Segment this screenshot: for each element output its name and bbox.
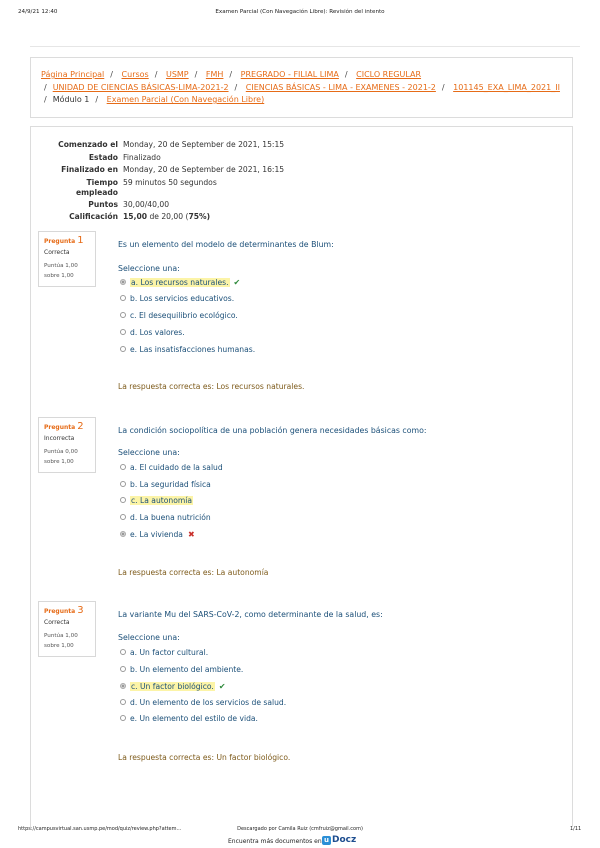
question-text-2: La condición sociopolítica de una población genera necesidades básicas como: bbox=[118, 426, 427, 435]
print-datetime: 24/9/21 12:40 bbox=[18, 9, 58, 15]
radio-button[interactable] bbox=[120, 649, 126, 655]
question-mark: Puntúa 0,00 sobre 1,00 bbox=[44, 449, 78, 465]
answer-option[interactable]: d. La buena nutrición bbox=[120, 512, 211, 523]
answer-option[interactable]: e. Un elemento del estilo de vida. bbox=[120, 713, 258, 724]
question-state: Correcta bbox=[44, 249, 70, 256]
right-answer-feedback: La respuesta correcta es: La autonomía bbox=[118, 568, 269, 577]
breadcrumb-pregrado[interactable]: PREGRADO - FILIAL LIMA bbox=[240, 70, 339, 79]
cross-icon: ✖ bbox=[187, 530, 195, 539]
radio-button[interactable] bbox=[120, 279, 126, 285]
answer-prompt: Seleccione una: bbox=[118, 264, 180, 273]
radio-button[interactable] bbox=[120, 683, 126, 689]
breadcrumb-line-1: Página Principal / Cursos / USMP / FMH / PREGRADO - FILIAL LIMA / CICLO REGULAR bbox=[41, 70, 422, 79]
footer-url[interactable]: https://campusvirtual.san.usmp.pe/mod/quiz/review.php?attem... bbox=[18, 826, 182, 832]
breadcrumb-exam[interactable]: Examen Parcial (Con Navegación Libre) bbox=[106, 95, 265, 104]
answer-option[interactable]: c. Un factor biológico. ✔ bbox=[120, 681, 226, 692]
radio-button[interactable] bbox=[120, 329, 126, 335]
radio-button[interactable] bbox=[120, 481, 126, 487]
radio-button[interactable] bbox=[120, 497, 126, 503]
answer-option[interactable]: d. Los valores. bbox=[120, 327, 185, 338]
breadcrumb-fmh[interactable]: FMH bbox=[205, 70, 224, 79]
breadcrumb-line-3: / Módulo 1 / Examen Parcial (Con Navegación Libre) bbox=[44, 95, 265, 104]
radio-button[interactable] bbox=[120, 312, 126, 318]
radio-button[interactable] bbox=[120, 514, 126, 520]
breadcrumb-ciclo[interactable]: CICLO REGULAR bbox=[356, 70, 422, 79]
udocz-logo-icon: u bbox=[322, 836, 331, 845]
review-container bbox=[30, 126, 573, 827]
right-answer-feedback: La respuesta correcta es: Los recursos naturales. bbox=[118, 382, 305, 391]
breadcrumb-courses[interactable]: Cursos bbox=[121, 70, 149, 79]
breadcrumb-home[interactable]: Página Principal bbox=[41, 70, 105, 79]
radio-button[interactable] bbox=[120, 295, 126, 301]
answer-option[interactable]: a. Los recursos naturales. ✔ bbox=[120, 277, 240, 288]
divider bbox=[30, 46, 580, 47]
answer-option[interactable]: c. El desequilibrio ecológico. bbox=[120, 310, 238, 321]
answer-option[interactable]: a. El cuidado de la salud bbox=[120, 462, 223, 473]
breadcrumb bbox=[30, 57, 573, 118]
question-text-3: La variante Mu del SARS-CoV-2, como determinante de la salud, es: bbox=[118, 610, 383, 619]
radio-button[interactable] bbox=[120, 346, 126, 352]
breadcrumb-course-code[interactable]: 101145_EXA_LIMA_2021_II bbox=[453, 82, 560, 92]
check-icon: ✔ bbox=[233, 278, 241, 287]
radio-button[interactable] bbox=[120, 699, 126, 705]
question-mark: Puntúa 1,00 sobre 1,00 bbox=[44, 263, 78, 279]
question-state: Incorrecta bbox=[44, 435, 75, 442]
question-state: Correcta bbox=[44, 619, 70, 626]
breadcrumb-unidad[interactable]: UNIDAD DE CIENCIAS BÁSICAS-LIMA-2021-2 bbox=[52, 82, 229, 92]
check-icon: ✔ bbox=[218, 682, 226, 691]
answer-option[interactable]: e. Las insatisfacciones humanas. bbox=[120, 344, 255, 355]
print-title: Examen Parcial (Con Navegación Libre): Revisión del intento bbox=[215, 9, 385, 15]
breadcrumb-module: Módulo 1 bbox=[52, 95, 90, 104]
question-info-2: Pregunta 2 Incorrecta Puntúa 0,00 sobre 1,00 bbox=[38, 417, 96, 473]
answer-prompt: Seleccione una: bbox=[118, 633, 180, 642]
footer-downloaded: Descargado por Camila Ruiz (cmfruiz@gmail.com) bbox=[237, 826, 363, 832]
answer-option[interactable]: b. Un elemento del ambiente. bbox=[120, 664, 243, 675]
breadcrumb-usmp[interactable]: USMP bbox=[165, 70, 189, 79]
answer-option[interactable]: d. Un elemento de los servicios de salud. bbox=[120, 697, 286, 708]
answer-option[interactable]: e. La vivienda ✖ bbox=[120, 529, 195, 540]
question-mark: Puntúa 1,00 sobre 1,00 bbox=[44, 633, 78, 649]
right-answer-feedback: La respuesta correcta es: Un factor biológico. bbox=[118, 753, 291, 762]
answer-option[interactable]: b. Los servicios educativos. bbox=[120, 293, 234, 304]
radio-button[interactable] bbox=[120, 464, 126, 470]
answer-prompt: Seleccione una: bbox=[118, 448, 180, 457]
udocz-logo[interactable]: u Docz bbox=[324, 835, 357, 845]
question-text-1: Es un elemento del modelo de determinantes de Blum: bbox=[118, 240, 334, 249]
radio-button[interactable] bbox=[120, 715, 126, 721]
answer-option[interactable]: c. La autonomía bbox=[120, 495, 193, 506]
radio-button[interactable] bbox=[120, 531, 126, 537]
question-info-1: Pregunta 1 Correcta Puntúa 1,00 sobre 1,00 bbox=[38, 231, 96, 287]
answer-option[interactable]: b. La seguridad física bbox=[120, 479, 211, 490]
breadcrumb-line-2: / UNIDAD DE CIENCIAS BÁSICAS-LIMA-2021-2 / CIENCIAS BÁSICAS - LIMA - EXAMENES - 2021-2 / 101145_EXA_LIMA_2021_II bbox=[44, 82, 560, 92]
question-info-3: Pregunta 3 Correcta Puntúa 1,00 sobre 1,00 bbox=[38, 601, 96, 657]
breadcrumb-examenes[interactable]: CIENCIAS BÁSICAS - LIMA - EXAMENES - 2021-2 bbox=[245, 82, 436, 92]
answer-option[interactable]: a. Un factor cultural. bbox=[120, 647, 208, 658]
radio-button[interactable] bbox=[120, 666, 126, 672]
footer-page-number: 1/11 bbox=[570, 826, 582, 832]
footer-more-docs: Encuentra más documentos en bbox=[228, 838, 322, 845]
